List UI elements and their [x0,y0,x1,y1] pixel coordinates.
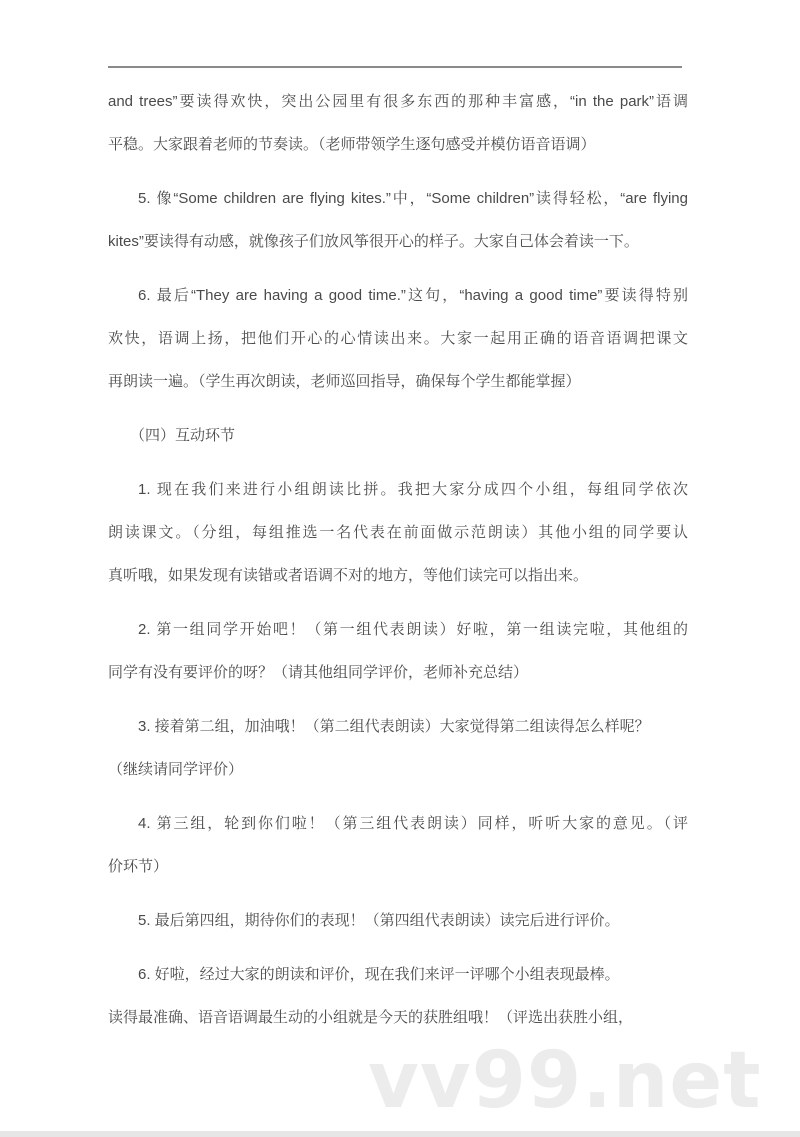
text-line: 3. 接着第二组，加油哦！（第二组代表朗读）大家觉得第二组读得怎么样呢？ [138,718,650,735]
paragraph [108,802,688,888]
page-bottom-edge [0,1131,800,1137]
document-body [108,80,688,1050]
paragraph [108,177,688,263]
text-line: 4. 第三组，轮到你们啦！（第三组代表朗读）同样，听听大家的意见。（评 [138,815,688,832]
section-heading [108,414,688,457]
text-line: 6. 最后“They are having a good time.”这句，“having a good time”要读得特别 [138,287,688,304]
text-line: 1. 现在我们来进行小组朗读比拼。我把大家分成四个小组，每组同学依次 [138,481,688,498]
text-line: 2. 第一组同学开始吧！（第一组代表朗读）好啦，第一组读完啦，其他组的 [138,621,688,638]
text-line: 真听哦，如果发现有读错或者语调不对的地方，等他们读完可以指出来。 [108,567,589,584]
watermark: vv99.net [368,1036,762,1126]
paragraph [108,899,688,942]
text-line: （继续请同学评价） [108,761,244,778]
text-line: 欢快，语调上扬，把他们开心的心情读出来。大家一起用正确的语音语调把课文 [108,330,688,347]
paragraph [108,274,688,403]
paragraph [108,80,688,166]
text-line: 价环节） [108,858,169,875]
text-line: 平稳。大家跟着老师的节奏读。（老师带领学生逐句感受并模仿语音语调） [108,136,596,153]
text-line: kites”要读得有动感，就像孩子们放风筝很开心的样子。大家自己体会着读一下。 [108,233,639,250]
text-line: 朗读课文。（分组，每组推选一名代表在前面做示范朗读）其他小组的同学要认 [108,524,688,541]
paragraph [108,705,688,791]
text-line: （四）互动环节 [130,427,236,444]
paragraph [108,468,688,597]
text-line: 读得最准确、语音语调最生动的小组就是今天的获胜组哦！（评选出获胜小组， [108,1009,634,1026]
text-line: 5. 最后第四组，期待你们的表现！（第四组代表朗读）读完后进行评价。 [138,912,620,929]
paragraph [108,608,688,694]
text-line: 5. 像“Some children are flying kites.”中，“Some children”读得轻松，“are flying [138,190,688,207]
text-line: and trees”要读得欢快，突出公园里有很多东西的那种丰富感，“in the park”语调 [108,93,688,110]
text-line: 同学有没有要评价的呀？（请其他组同学评价，老师补充总结） [108,664,529,681]
header-rule [108,66,682,68]
text-line: 6. 好啦，经过大家的朗读和评价，现在我们来评一评哪个小组表现最棒。 [138,966,620,983]
paragraph [108,953,688,1039]
text-line: 再朗读一遍。（学生再次朗读，老师巡回指导，确保每个学生都能掌握） [108,373,581,390]
